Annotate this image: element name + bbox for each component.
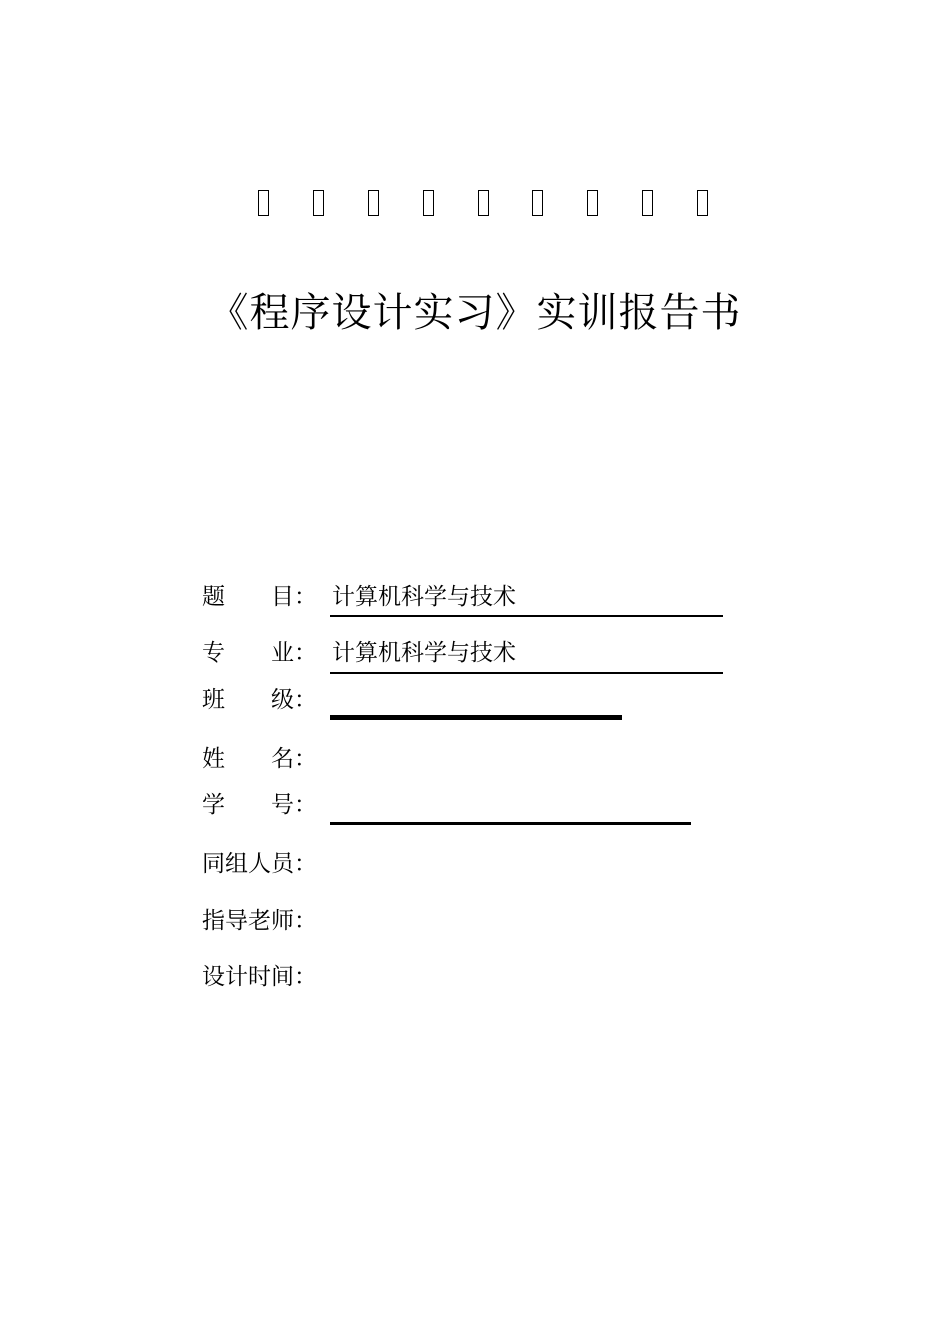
design-time-label: 设计时间： — [202, 964, 317, 990]
missing-glyph-box — [368, 190, 379, 216]
class-underline — [330, 715, 622, 720]
missing-glyph-box — [478, 190, 489, 216]
major-underline — [330, 672, 723, 674]
missing-glyph-box — [642, 190, 653, 216]
missing-glyph-box — [697, 190, 708, 216]
missing-glyph-box — [313, 190, 324, 216]
institution-name-placeholder — [258, 190, 708, 220]
missing-glyph-box — [532, 190, 543, 216]
major-value[interactable]: 计算机科学与技术 — [332, 640, 516, 666]
missing-glyph-box — [587, 190, 598, 216]
student-id-label: 学 号： — [202, 792, 317, 818]
missing-glyph-box — [423, 190, 434, 216]
missing-glyph-box — [258, 190, 269, 216]
class-label: 班 级： — [202, 687, 317, 713]
report-title: 《程序设计实习》实训报告书 — [208, 290, 742, 336]
name-label: 姓 名： — [202, 746, 317, 772]
topic-underline — [330, 615, 723, 617]
topic-value[interactable]: 计算机科学与技术 — [332, 584, 516, 610]
topic-label: 题 目： — [202, 584, 317, 610]
advisor-label: 指导老师： — [202, 908, 317, 934]
major-label: 专 业： — [202, 640, 317, 666]
group-members-label: 同组人员： — [202, 851, 317, 877]
student-id-underline — [330, 822, 691, 825]
